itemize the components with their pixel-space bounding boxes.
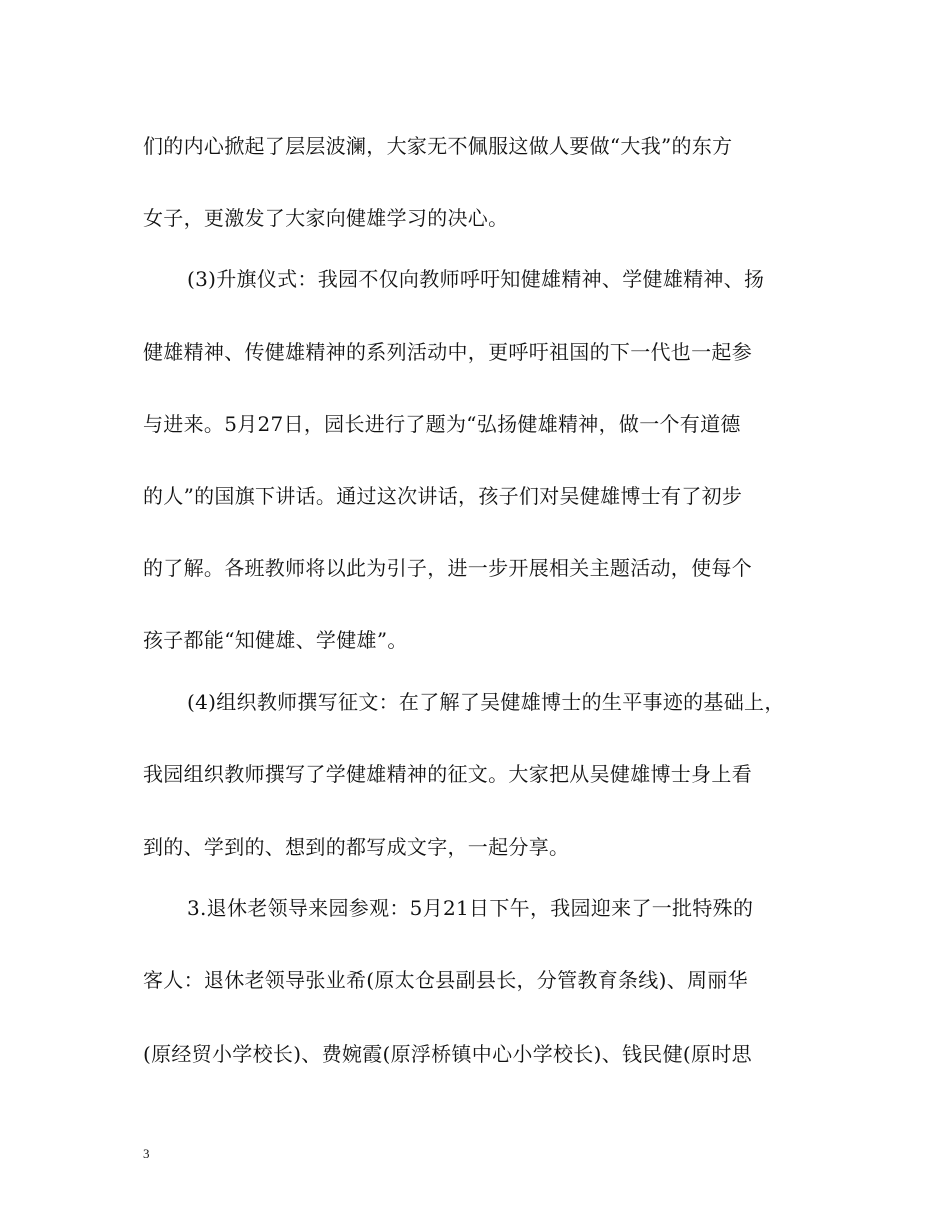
page-number: 3 [143,1146,150,1161]
text-line: (原经贸小学校长)、费婉霞(原浮桥镇中心小学校长)、钱民健(原时思 [143,1042,752,1066]
paragraph-start-line: 3.退休老领导来园参观：5月21日下午，我园迎来了一批特殊的 [187,896,754,920]
text-line: 们的内心掀起了层层波澜，大家无不佩服这做人要做“大我”的东方 [143,134,733,158]
text-line: 与进来。5月27日，园长进行了题为“弘扬健雄精神，做一个有道德 [143,412,741,436]
text-line: 健雄精神、传健雄精神的系列活动中，更呼吁祖国的下一代也一起参 [143,340,752,364]
text-line: 的人”的国旗下讲话。通过这次讲话，孩子们对吴健雄博士有了初步 [143,484,743,508]
text-line: 女子，更激发了大家向健雄学习的决心。 [143,206,509,230]
text-line: 到的、学到的、想到的都写成文字，一起分享。 [143,835,570,859]
paragraph-start-line: (3)升旗仪式：我园不仅向教师呼吁知健雄精神、学健雄精神、扬 [187,267,765,291]
text-line: 客人：退休老领导张业希(原太仓县副县长，分管教育条线)、周丽华 [143,968,748,992]
text-line: 的了解。各班教师将以此为引子，进一步开展相关主题活动，使每个 [143,556,752,580]
paragraph-start-line: (4)组织教师撰写征文：在了解了吴健雄博士的生平事迹的基础上， [187,690,785,714]
text-line: 我园组织教师撰写了学健雄精神的征文。大家把从吴健雄博士身上看 [143,762,752,786]
text-line: 孩子都能“知健雄、学健雄”。 [143,628,408,652]
